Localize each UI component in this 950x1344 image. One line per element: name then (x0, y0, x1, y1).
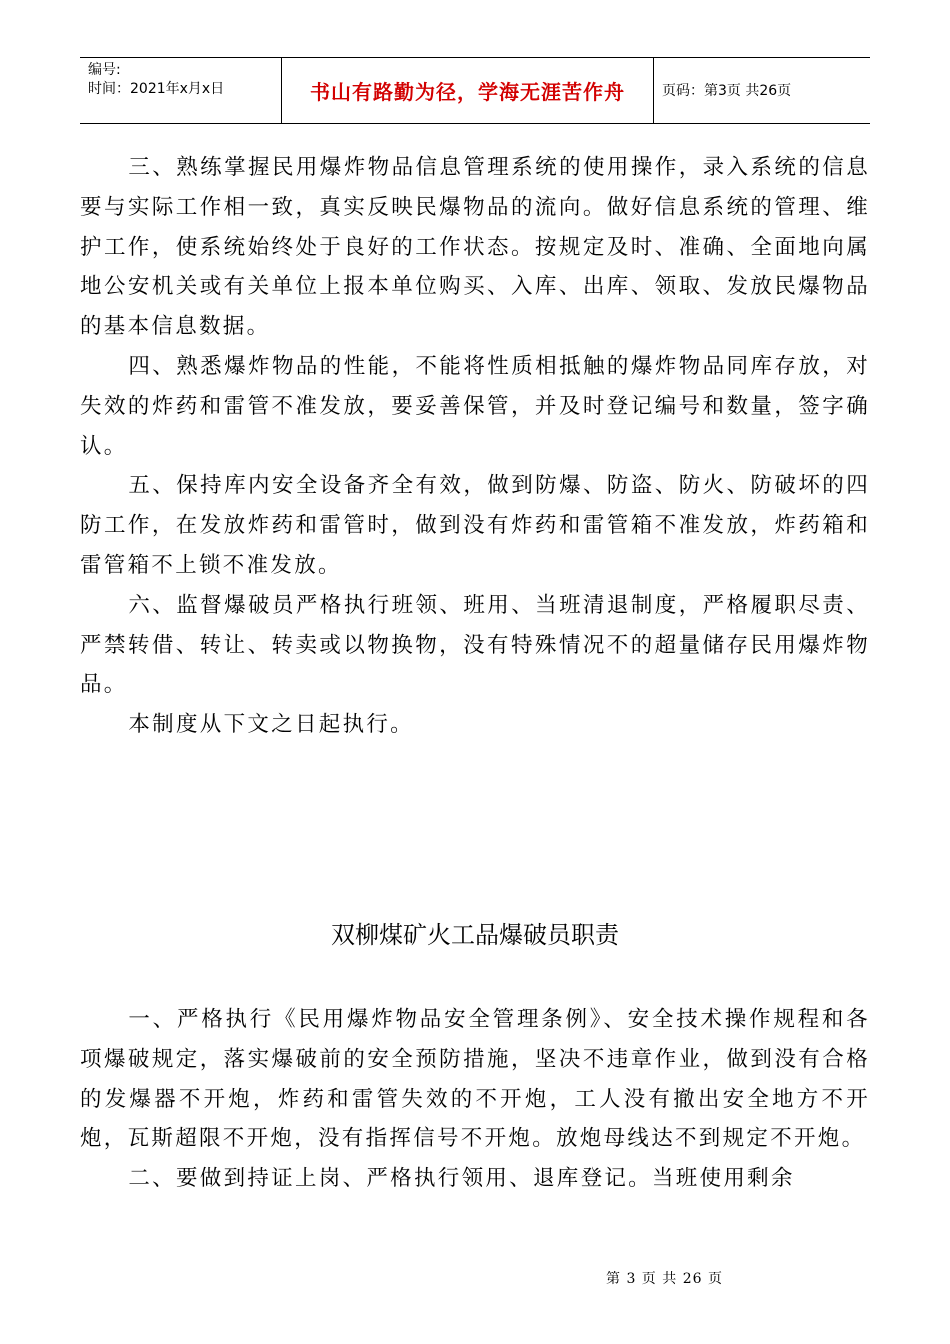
paragraph: 三、熟练掌握民用爆炸物品信息管理系统的使用操作，录入系统的信息要与实际工作相一致，真实反映民爆物品的流向。做好信息系统的管理、维护工作，使系统始终处于良好的工作状态。按规定及时、准确、全面地向属地公安机关或有关单位上报本单位购买、入库、出库、领取、发放民爆物品的基本信息数据。 (80, 155, 870, 340)
footer-page-number: 第 3 页 共 26 页 (606, 1271, 723, 1287)
paragraph: 一、严格执行《民用爆炸物品安全管理条例》、安全技术操作规程和各项爆破规定，落实爆破前的安全预防措施，坚决不违章作业，做到没有合格的发爆器不开炮，炸药和雷管失效的不开炮，工人没有撤出安全地方不开炮，瓦斯超限不开炮，没有指挥信号不开炮。放炮母线达不到规定不开炮。 (80, 1007, 870, 1152)
document-number-label: 编号: (88, 62, 121, 78)
paragraph: 四、熟悉爆炸物品的性能，不能将性质相抵触的爆炸物品同库存放，对失效的炸药和雷管不准发放，要妥善保管，并及时登记编号和数量，签字确认。 (80, 353, 870, 459)
header-motto: 书山有路勤为径，学海无涯苦作舟 (310, 79, 625, 104)
header-divider-right (653, 57, 654, 123)
section-title: 双柳煤矿火工品爆破员职责 (331, 921, 619, 949)
header-page-label: 页码：第3页 共26页 (662, 83, 792, 99)
section2-body (80, 1000, 870, 1199)
paragraph: 二、要做到持证上岗、严格执行领用、退库登记。当班使用剩余 (128, 1166, 795, 1192)
paragraph: 本制度从下文之日起执行。 (128, 712, 414, 738)
paragraph: 六、监督爆破员严格执行班领、班用、当班清退制度，严格履职尽责、严禁转借、转让、转卖或以物换物，没有特殊情况不的超量储存民用爆炸物品。 (80, 592, 870, 698)
header-bottom-rule (80, 123, 870, 124)
paragraph: 五、保持库内安全设备齐全有效，做到防爆、防盗、防火、防破坏的四防工作，在发放炸药和雷管时，做到没有炸药和雷管箱不准发放，炸药箱和雷管箱不上锁不准发放。 (80, 473, 870, 578)
header-meta (88, 61, 224, 99)
document-date-label: 时间：2021年x月x日 (88, 81, 225, 97)
section1-body (80, 148, 870, 745)
